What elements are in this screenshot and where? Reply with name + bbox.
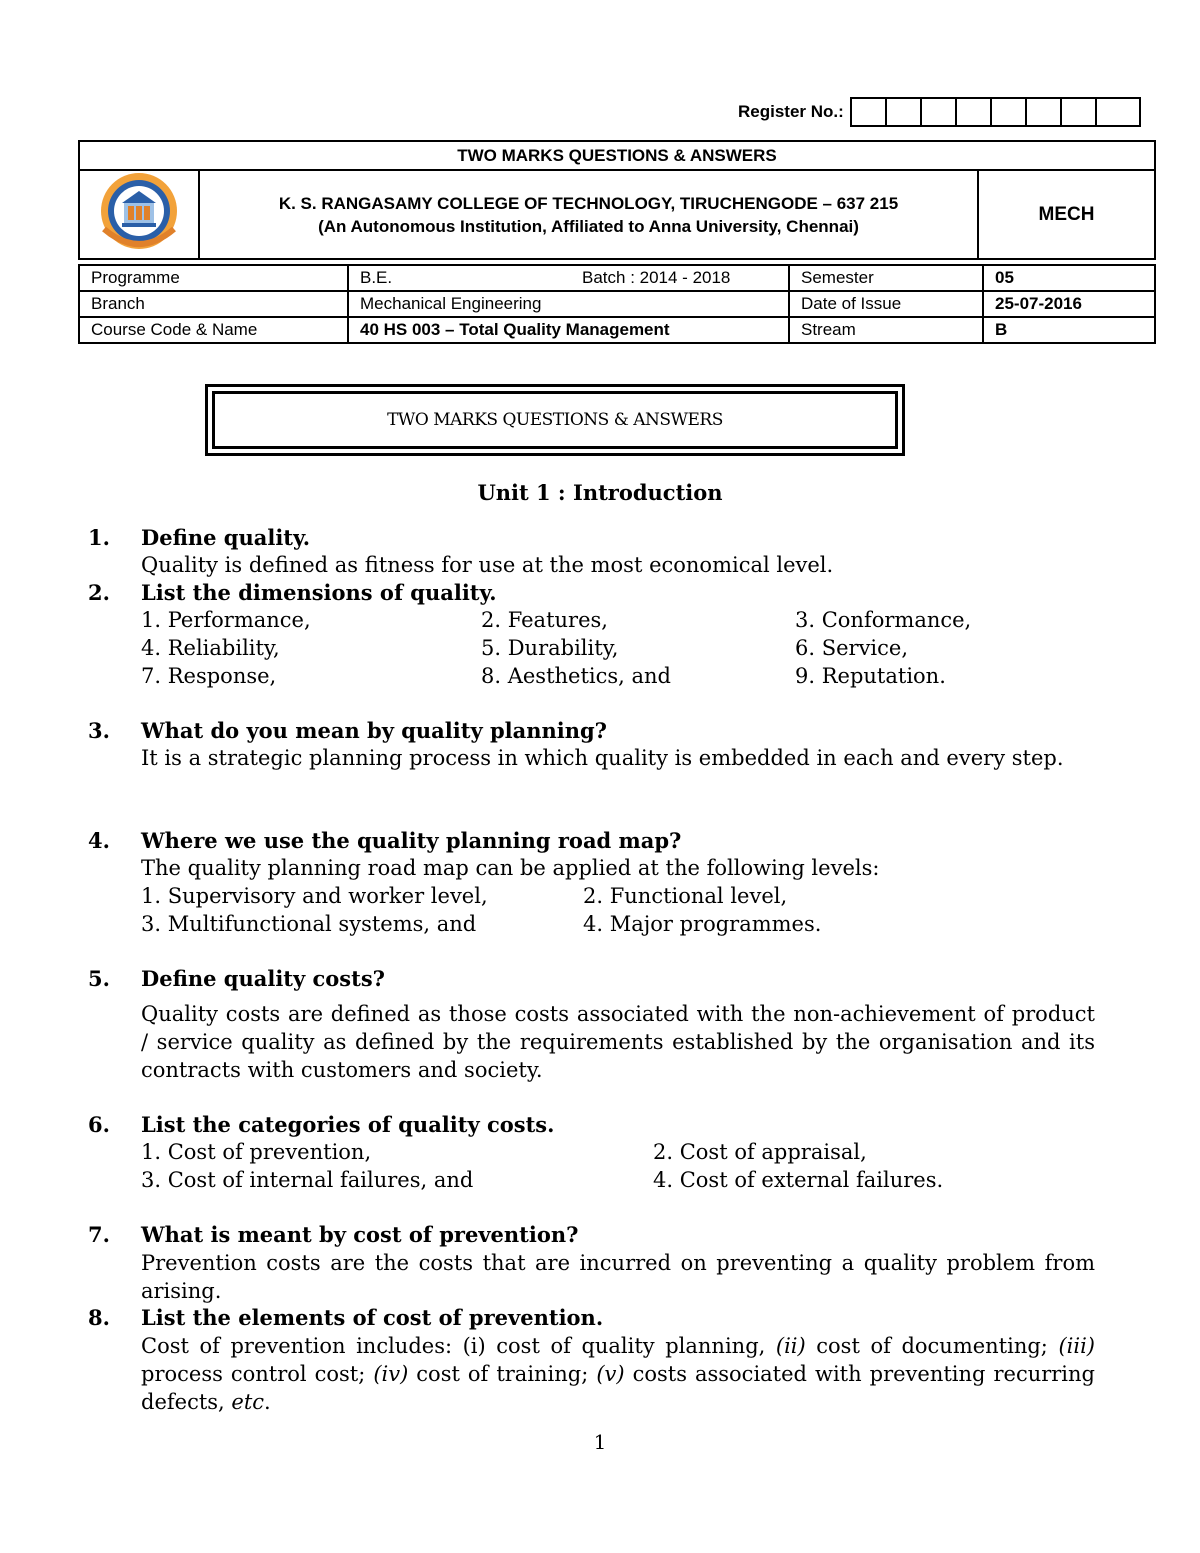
question-text: List the elements of cost of prevention.: [141, 1305, 604, 1330]
question-text: List the dimensions of quality.: [141, 580, 497, 605]
batch-value: Batch : 2014 - 2018: [582, 268, 731, 287]
college-line-2: (An Autonomous Institution, Affiliated to Anna University, Chennai): [318, 216, 859, 236]
question-text: List the categories of quality costs.: [141, 1112, 555, 1137]
answer-segment: .: [264, 1390, 271, 1414]
register-box: [957, 99, 992, 125]
unit-title: Unit 1 : Introduction: [477, 480, 723, 505]
answer-segment: etc: [231, 1390, 265, 1414]
question-number: 5.: [88, 966, 110, 991]
answer-segment: process control cost;: [141, 1362, 374, 1386]
banner-text: TWO MARKS QUESTIONS & ANSWERS: [212, 391, 898, 449]
question-number: 1.: [88, 525, 110, 550]
answer-text: The quality planning road map can be applied at the following levels:: [141, 856, 880, 880]
answer-segment: cost of documenting;: [805, 1334, 1059, 1358]
question-number: 6.: [88, 1112, 110, 1137]
header-title: TWO MARKS QUESTIONS & ANSWERS: [79, 141, 1155, 170]
programme-value-cell: [348, 265, 789, 291]
page-number: 1: [593, 1430, 607, 1454]
answer-segment: (ii): [775, 1334, 806, 1358]
question-text: What is meant by cost of prevention?: [141, 1222, 579, 1247]
list-item: 6. Service,: [795, 636, 909, 660]
date-value: 25-07-2016: [983, 291, 1155, 317]
list-item: 1. Supervisory and worker level,: [141, 884, 488, 908]
list-item: 3. Cost of internal failures, and: [141, 1168, 474, 1192]
programme-label: Programme: [79, 265, 348, 291]
section-banner: [205, 384, 905, 456]
list-item: 1. Cost of prevention,: [141, 1140, 372, 1164]
register-box: [922, 99, 957, 125]
list-item: 2. Features,: [481, 608, 608, 632]
question-number: 7.: [88, 1222, 110, 1247]
list-item: 5. Durability,: [481, 636, 619, 660]
list-item: 2. Cost of appraisal,: [653, 1140, 867, 1164]
answer-segment: Cost of prevention includes: (i) cost of quality planning,: [141, 1334, 776, 1358]
register-box: [887, 99, 922, 125]
table-row: [79, 291, 1155, 317]
branch-value: Mechanical Engineering: [348, 291, 789, 317]
list-item: 4. Reliability,: [141, 636, 280, 660]
course-label: Course Code & Name: [79, 317, 348, 343]
semester-value: 05: [983, 265, 1155, 291]
question-number: 2.: [88, 580, 110, 605]
header-table: [78, 140, 1156, 260]
list-item: 3. Conformance,: [795, 608, 972, 632]
list-item: 9. Reputation.: [795, 664, 946, 688]
question-number: 4.: [88, 828, 110, 853]
list-item: 3. Multifunctional systems, and: [141, 912, 477, 936]
logo-cell: [79, 170, 199, 259]
list-item: 7. Response,: [141, 664, 277, 688]
register-number: [738, 97, 1141, 127]
list-item: 4. Cost of external failures.: [653, 1168, 944, 1192]
answer-segment: costs associated with preventing recurring defects,: [141, 1362, 1095, 1414]
college-name: [199, 170, 978, 259]
register-box: [992, 99, 1027, 125]
table-row: [79, 317, 1155, 343]
list-item: 4. Major programmes.: [583, 912, 822, 936]
register-boxes: [850, 97, 1141, 127]
question-number: 8.: [88, 1305, 110, 1330]
register-box: [1097, 99, 1139, 125]
register-box: [1027, 99, 1062, 125]
question-text: What do you mean by quality planning?: [141, 718, 607, 743]
course-value: 40 HS 003 – Total Quality Management: [348, 317, 789, 343]
register-box: [1062, 99, 1097, 125]
answer-segment: (iii): [1058, 1334, 1095, 1358]
college-logo: [92, 171, 186, 253]
stream-value: B: [983, 317, 1155, 343]
college-line-1: K. S. RANGASAMY COLLEGE OF TECHNOLOGY, TIRUCHENGODE – 637 215: [278, 193, 899, 213]
list-item: 8. Aesthetics, and: [481, 664, 672, 688]
answer-text: Quality costs are defined as those costs associated with the non-achievement of product / service quality as defined by the requirements established by the organisation and its contracts with customers and society.: [141, 1002, 1095, 1082]
question-text: Define quality.: [141, 525, 311, 550]
answer-segment: cost of training;: [408, 1362, 597, 1386]
question-text: Define quality costs?: [141, 966, 385, 991]
answer-segment: (iv): [373, 1362, 409, 1386]
register-label: Register No.:: [738, 102, 844, 121]
question-number: 3.: [88, 718, 110, 743]
question-text: Where we use the quality planning road map?: [141, 828, 682, 853]
programme-value: B.E.: [360, 268, 393, 287]
answer-text: [141, 1332, 1095, 1416]
answer-text: Prevention costs are the costs that are incurred on preventing a quality problem from arising.: [141, 1251, 1095, 1303]
table-row: [79, 265, 1155, 291]
answer-text: It is a strategic planning process in which quality is embedded in each and every step.: [141, 746, 1064, 770]
stream-label: Stream: [789, 317, 983, 343]
register-box: [852, 99, 887, 125]
semester-label: Semester: [789, 265, 983, 291]
branch-label: Branch: [79, 291, 348, 317]
answer-text: Quality is defined as fitness for use at the most economical level.: [141, 553, 834, 577]
list-item: 2. Functional level,: [583, 884, 788, 908]
answer-segment: (v): [596, 1362, 625, 1386]
course-info-table: [78, 264, 1156, 344]
date-label: Date of Issue: [789, 291, 983, 317]
list-item: 1. Performance,: [141, 608, 311, 632]
department: MECH: [978, 170, 1155, 259]
